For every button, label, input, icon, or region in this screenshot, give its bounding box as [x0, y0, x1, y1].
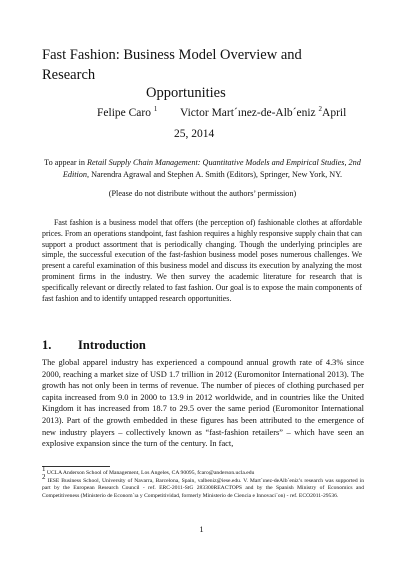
venue-book-title: Retail Supply Chain Management: Quantitative Models and Empirical Studies, 2nd Edition [62, 158, 361, 179]
author-2-footnote-mark: 2 [318, 105, 323, 114]
section-title: Introduction [78, 338, 146, 352]
footnote-2-text: IESE Business School, University of Navarra, Barcelona, Spain, valbeniz@iese.edu. V. Mart´ınez-deAlb´eniz’s research was supported in part by the European Research Council - ref. ERC-2011-StG 283300REACTOPS and by the Spanish Ministry of Economics and Competitiveness (Ministerio de Econom´ıa y Competitividad, formerly Ministerio de Ciencia e Innovaci´on) - ref. ECO2011-29536. [42, 478, 364, 499]
paper-title-line-3: Opportunities [146, 85, 226, 101]
venue-note [40, 157, 365, 180]
venue-prefix: To appear in [44, 158, 85, 167]
author-2-line [180, 106, 346, 120]
section-heading [42, 338, 146, 353]
date-line: 25, 2014 [174, 128, 215, 140]
author-1-name: Felipe Caro [97, 107, 151, 119]
venue-suffix: , Narendra Agrawal and Stephen A. Smith (Editors), Springer, New York, NY. [86, 169, 343, 179]
page-number: 1 [199, 524, 204, 534]
footnote-1-text: UCLA Anderson School of Management, Los Angeles, CA 90095, fcaro@anderson.ucla.edu [46, 469, 255, 476]
footnote-rule [42, 466, 110, 467]
footnote-1-mark: 1 [42, 465, 46, 473]
footnote-2-mark: 2 [42, 473, 46, 482]
section-number: 1. [42, 338, 52, 352]
paper-title-line-2: Research [42, 67, 96, 83]
date-part-1: April [322, 107, 347, 119]
distribution-notice: (Please do not distribute without the authors’ permission) [108, 189, 297, 198]
footnotes [42, 465, 364, 500]
footnote-1 [42, 465, 364, 477]
footnote-2 [42, 473, 364, 500]
author-2-name: Victor Mart´ınez-de-Alb´eniz [180, 107, 316, 119]
author-line [97, 106, 157, 120]
abstract: Fast fashion is a business model that offers (the perception of) fashionable clothes at affordable prices. From an operations standpoint, fast fashion requires a highly responsive supply chain that can support a product assortment that is periodically changing. Though the underlying principles are simple, the successful execution of the fast-fashion business model poses numerous challenges. We present a careful examination of this business model and discuss its execution by analyzing the most prominent firms in the industry. We then survey the academic literature for research that is specifically relevant or directly related to fast fashion. Our goal is to expose the main components of fast fashion and to identify untapped research opportunities. [42, 218, 362, 303]
paper-title-line-1: Fast Fashion: Business Model Overview and [42, 47, 302, 63]
author-1-footnote-mark: 1 [153, 105, 158, 114]
introduction-paragraph: The global apparel industry has experienced a compound annual growth rate of 4.3% since 2000, reaching a market size of USD 1.7 trillion in 2012 (Euromonitor International 2013). The growth has not only been in terms of revenue. The number of pieces of clothing purchased per capita increased from 9.0 in 2000 to 13.9 in 2012 worldwide, and in countries like the United Kingdom it has increased from 18.7 to 29.5 over the same period (Euromonitor International 2013). Part of the growth embedded in these figures has been attributed to the emergence of new industry players – collectively known as “fast-fashion retailers” – which have seen an explosive expansion since the turn of the century. In fact, [42, 358, 364, 449]
